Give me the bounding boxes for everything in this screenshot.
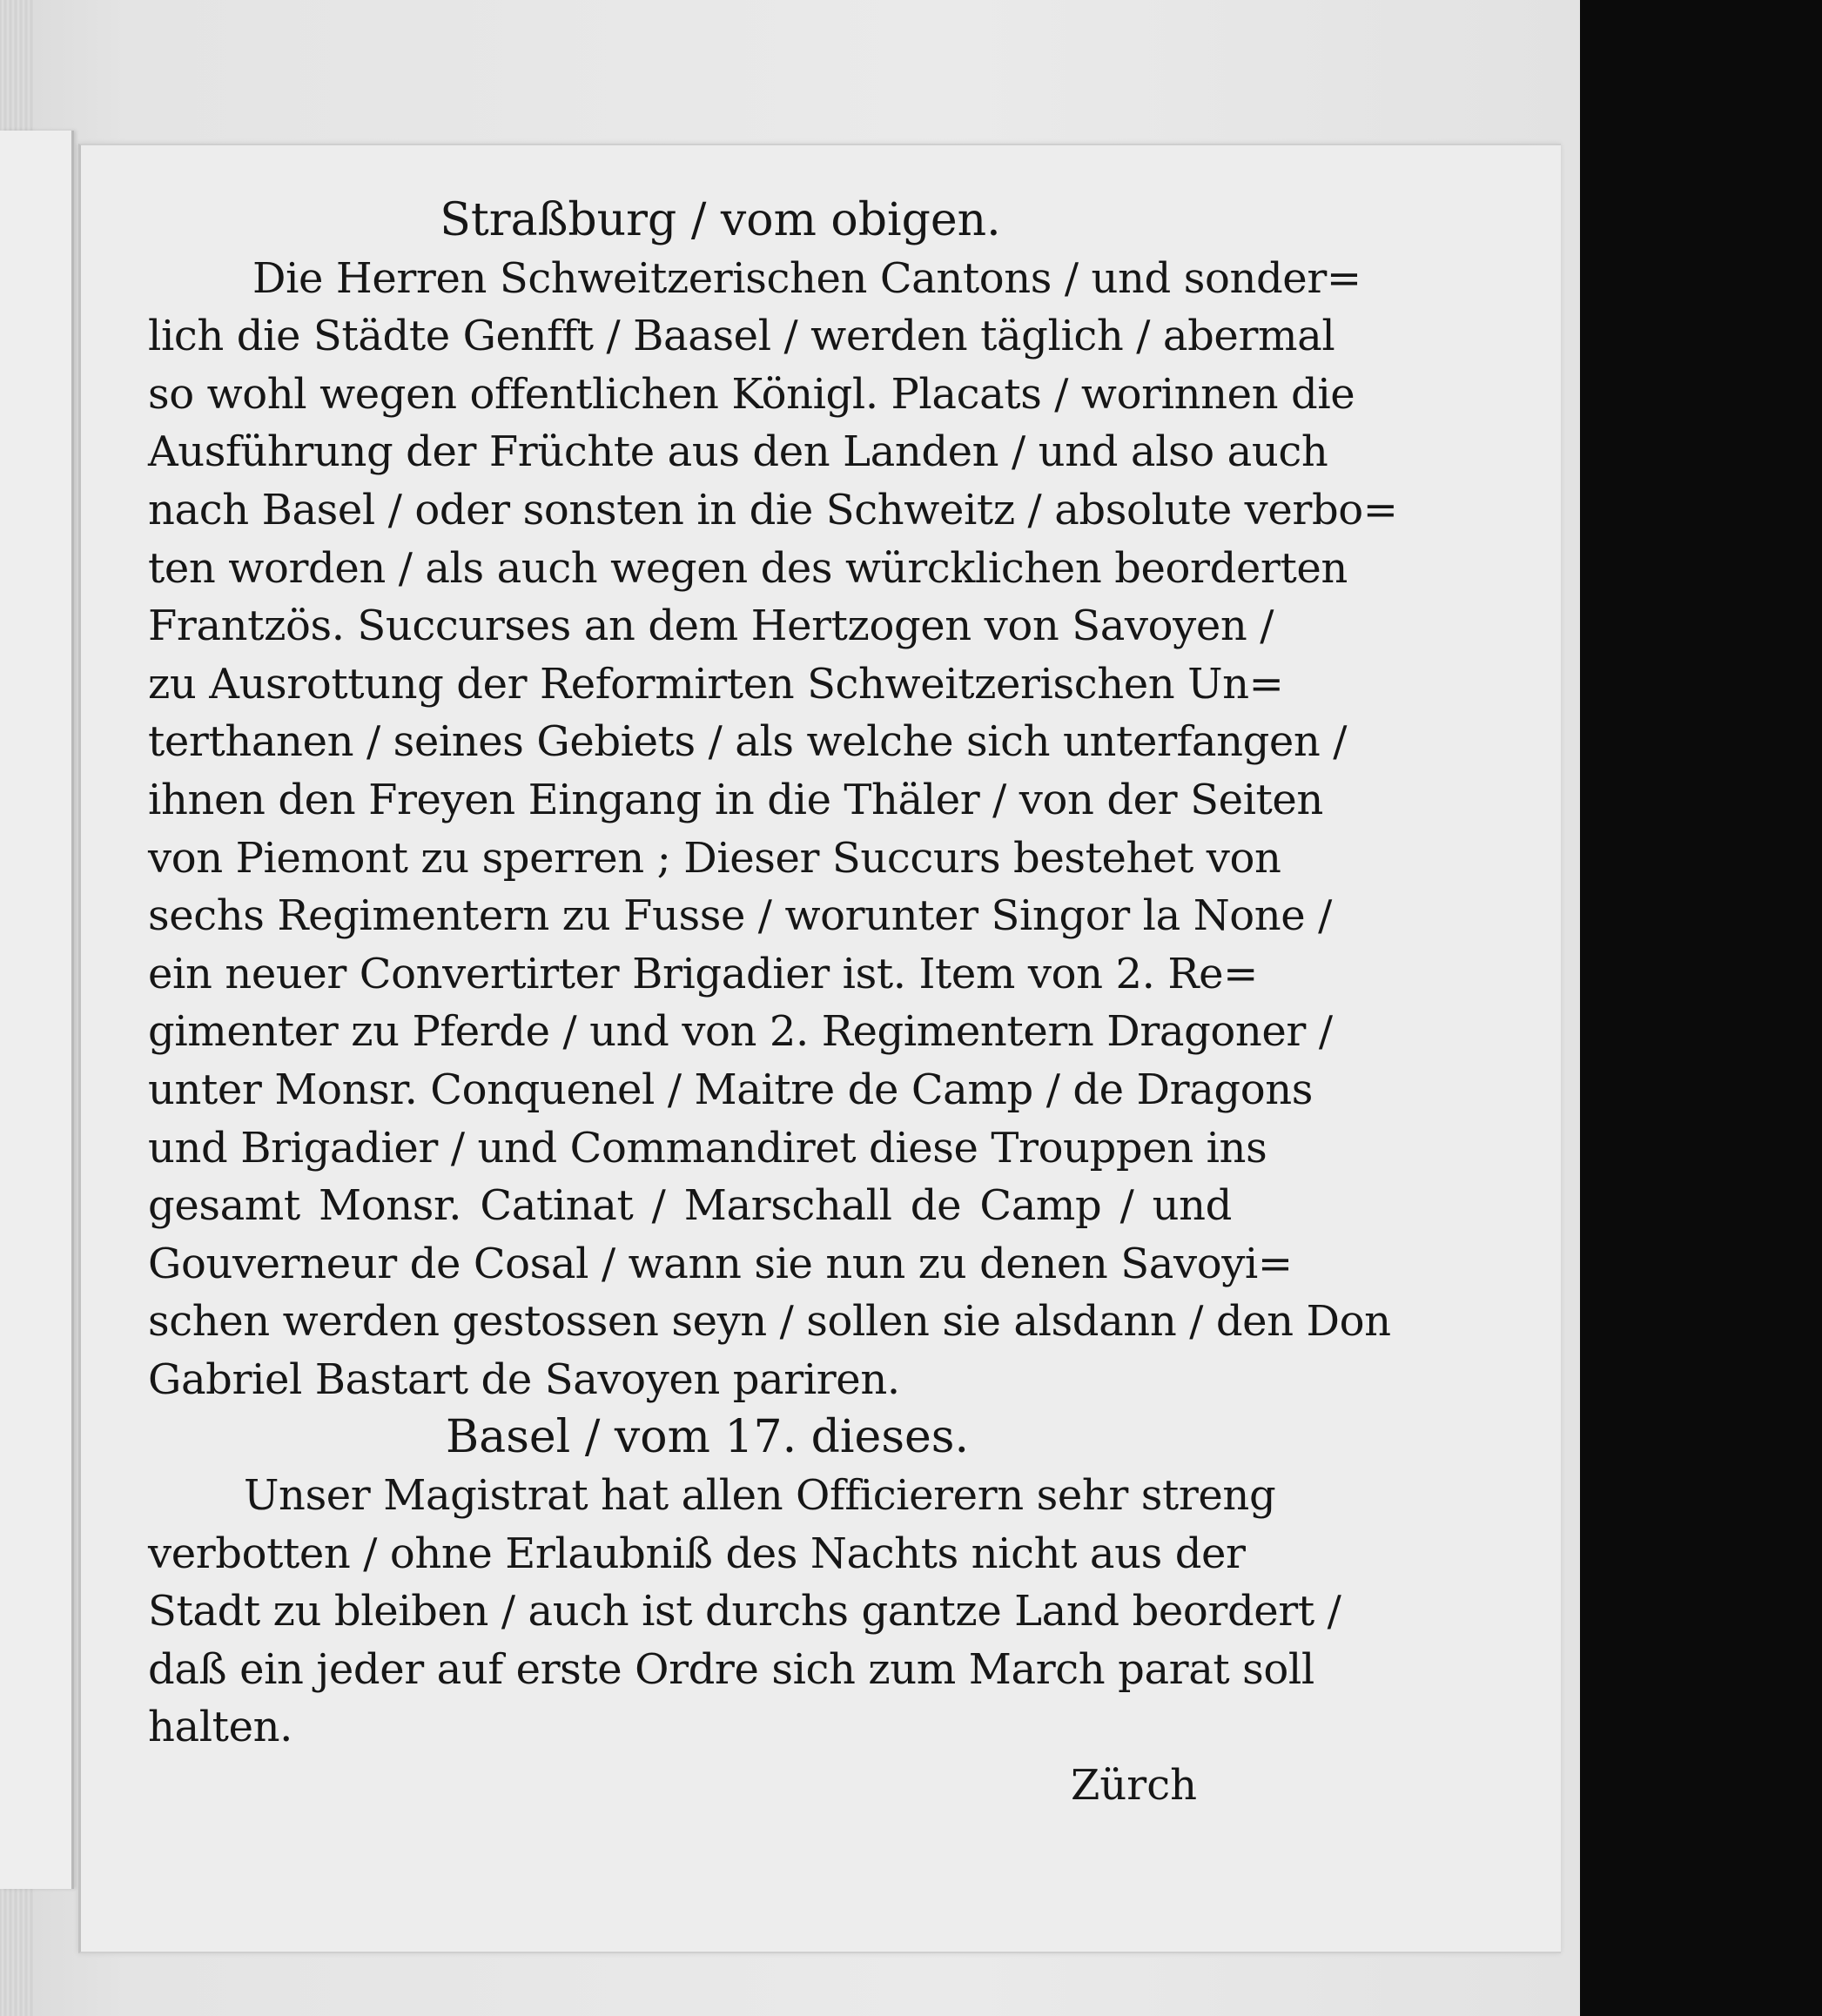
text-line: von Piemont zu sperren ; Dieser Succurs bestehet von [148,833,1281,883]
text-line: halten. [148,1703,292,1752]
catchword: Zürch [1070,1761,1197,1811]
text-line: Gouverneur de Cosal / wann sie nun zu denen Savoyi= [148,1239,1293,1288]
text-line: ihnen den Freyen Eingang in die Thäler / von der Seiten [148,775,1323,824]
text-line: nach Basel / oder sonsten in die Schweitz / absolute verbo= [148,485,1398,534]
text-line: Unser Magistrat hat allen Officierern sehr streng [244,1471,1276,1521]
text-line: ein neuer Convertirter Brigadier ist. Item von 2. Re= [148,949,1258,998]
paragraph-basel [148,1467,1341,1757]
text-line: und Brigadier / und Commandiret diese Trouppen ins [148,1123,1267,1173]
scan-black-border [1580,0,1822,2016]
text-line: unter Monsr. Conquenel / Maitre de Camp / de Dragons [148,1065,1313,1114]
text-line: gesamt Monsr. Catinat / Marschall de Camp / und [148,1181,1232,1231]
text-line: ten worden / als auch wegen des würcklichen beorderten [148,543,1348,593]
text-line: gimenter zu Pferde / und von 2. Regimentern Dragoner / [148,1007,1333,1057]
text-line: zu Ausrottung der Reformirten Schweitzerischen Un= [148,659,1284,709]
paragraph-strassburg [148,250,1398,1409]
text-line: schen werden gestossen seyn / sollen sie alsdann / den Don [148,1297,1391,1347]
text-line: Gabriel Bastart de Savoyen pariren. [148,1354,900,1404]
text-line: so wohl wegen offentlichen Königl. Placats / worinnen die [148,369,1355,419]
page-text [148,192,1398,1815]
facing-page-edge [0,131,74,1889]
text-line: Frantzös. Succurses an dem Hertzogen von Savoyen / [148,601,1274,651]
text-line: verbotten / ohne Erlaubniß des Nachts nicht aus der [148,1529,1246,1578]
text-line: Ausführung der Früchte aus den Landen / und also auch [148,427,1328,477]
text-line: Stadt zu bleiben / auch ist durchs gantze Land beordert / [148,1587,1341,1636]
text-line: sechs Regimentern zu Fusse / worunter Singor la None / [148,891,1332,941]
text-line: terthanen / seines Gebiets / als welche sich unterfangen / [148,717,1348,767]
text-line: lich die Städte Genfft / Baasel / werden täglich / abermal [148,312,1335,361]
section-heading-basel: Basel / vom 17. dieses. [446,1411,969,1464]
text-line: Die Herren Schweitzerischen Cantons / und sonder= [252,253,1361,303]
text-line: daß ein jeder auf erste Ordre sich zum March parat soll [148,1644,1314,1694]
section-heading-strassburg: Straßburg / vom obigen. [440,194,1001,246]
